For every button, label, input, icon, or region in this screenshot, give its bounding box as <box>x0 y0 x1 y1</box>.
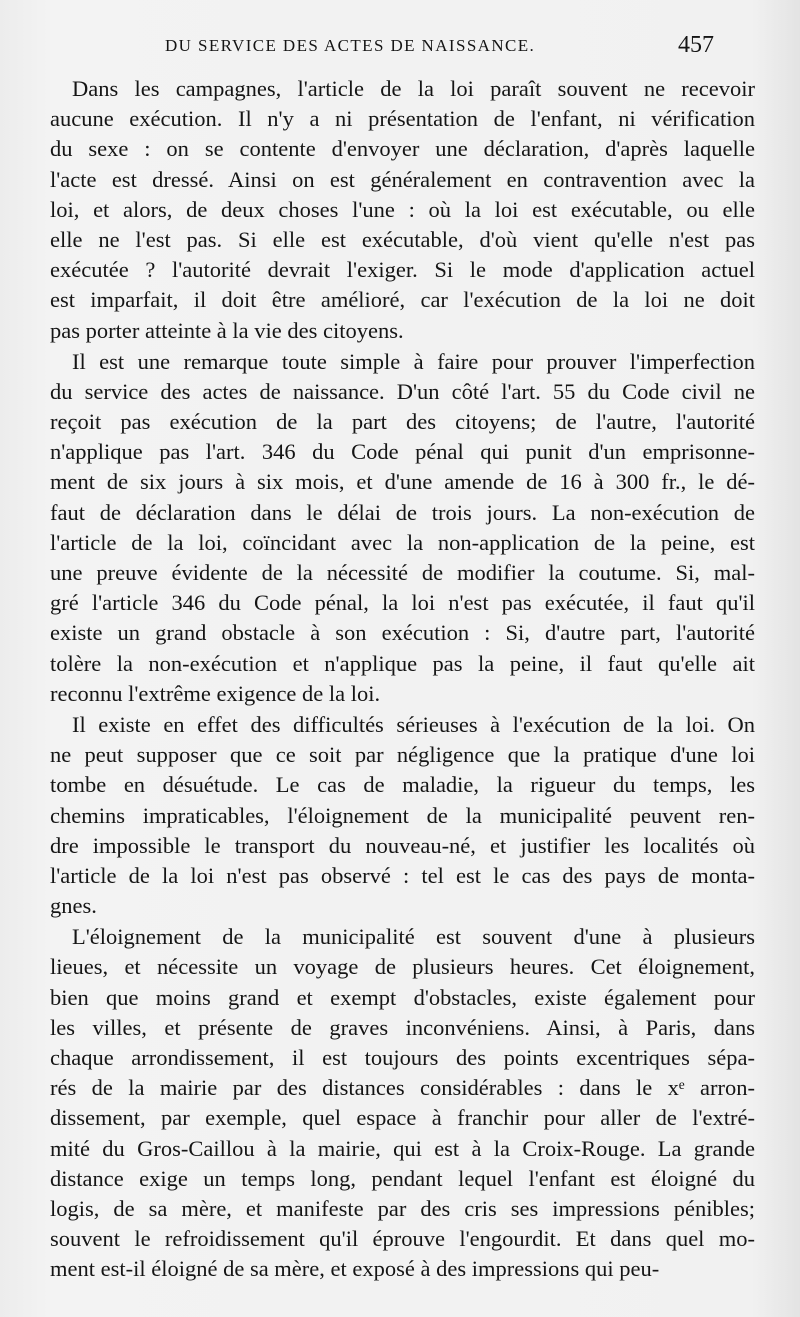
text-line: bien que moins grand et exempt d'obstacles, existe également pour <box>50 984 755 1010</box>
text-line: l'article de la loi n'est pas observé : tel est le cas des pays de monta- <box>50 862 755 888</box>
paragraph <box>50 710 755 921</box>
running-header <box>0 30 800 70</box>
text-line: l'acte est dressé. Ainsi on est généralement en contravention avec la <box>50 166 755 192</box>
text-line: Dans les campagnes, l'article de la loi paraît souvent ne recevoir <box>72 76 755 101</box>
text-line: chemins impraticables, l'éloignement de la municipalité peuvent ren- <box>50 802 755 828</box>
paragraph <box>50 922 755 1284</box>
paragraph <box>50 74 755 346</box>
text-line: est imparfait, il doit être amélioré, car l'exécution de la loi ne doit <box>50 287 755 313</box>
text-line: chaque arrondissement, il est toujours des points excentriques sépa- <box>50 1045 755 1070</box>
text-line: rés de la mairie par des distances considérables : dans le xᵉ arron- <box>50 1075 755 1101</box>
text-line: dissement, par exemple, quel espace à franchir pour aller de l'extré- <box>50 1105 755 1131</box>
text-line: lieues, et nécessite un voyage de plusieurs heures. Cet éloignement, <box>50 954 755 980</box>
text-line: ment est-il éloigné de sa mère, et exposé à des impressions qui peu- <box>50 1256 660 1282</box>
text-line: existe un grand obstacle à son exécution : Si, d'autre part, l'autorité <box>50 620 755 646</box>
running-title: DU SERVICE DES ACTES DE NAISSANCE. <box>165 36 536 55</box>
paragraph <box>50 347 755 709</box>
text-line: mité du Gros-Caillou à la mairie, qui est à la Croix-Rouge. La grande <box>50 1135 755 1161</box>
text-line: exécutée ? l'autorité devrait l'exiger. Si le mode d'application actuel <box>50 257 755 283</box>
text-line: distance exige un temps long, pendant lequel l'enfant est éloigné du <box>50 1165 755 1191</box>
text-line: n'applique pas l'art. 346 du Code pénal qui punit d'un emprisonne- <box>50 439 755 465</box>
text-line: du sexe : on se contente d'envoyer une déclaration, d'après laquelle <box>50 136 755 162</box>
text-line: gnes. <box>50 893 97 919</box>
text-line: du service des actes de naissance. D'un côté l'art. 55 du Code civil ne <box>50 378 755 404</box>
text-line: ment de six jours à six mois, et d'une amende de 16 à 300 fr., le dé- <box>50 469 755 495</box>
text-line: les villes, et présente de graves inconvéniens. Ainsi, à Paris, dans <box>50 1014 755 1040</box>
text-line: tombe en désuétude. Le cas de maladie, la rigueur du temps, les <box>50 772 755 798</box>
text-line: aucune exécution. Il n'y a ni présentation de l'enfant, ni vérification <box>50 106 755 132</box>
text-line: l'article de la loi, coïncidant avec la non-application de la peine, est <box>50 529 755 555</box>
text-line: une preuve évidente de la nécessité de modifier la coutume. Si, mal- <box>50 560 755 585</box>
text-line: tolère la non-exécution et n'applique pas la peine, il faut qu'elle ait <box>50 650 755 676</box>
text-line: logis, de sa mère, et manifeste par des cris ses impressions pénibles; <box>50 1195 755 1221</box>
text-line: dre impossible le transport du nouveau-né, et justifier les localités où <box>50 832 755 858</box>
text-line: gré l'article 346 du Code pénal, la loi n'est pas exécutée, il faut qu'il <box>50 590 755 616</box>
text-line: loi, et alors, de deux choses l'une : où la loi est exécutable, ou elle <box>50 196 755 222</box>
text-line: reconnu l'extrême exigence de la loi. <box>50 680 381 706</box>
text-line: pas porter atteinte à la vie des citoyens. <box>50 317 404 343</box>
text-line: elle ne l'est pas. Si elle est exécutable, d'où vient qu'elle n'est pas <box>50 226 755 252</box>
text-line: faut de déclaration dans le délai de trois jours. La non-exécution de <box>50 499 755 525</box>
text-line: L'éloignement de la municipalité est souvent d'une à plusieurs <box>72 924 755 950</box>
text-line: Il est une remarque toute simple à faire pour prouver l'imperfection <box>72 348 755 374</box>
text-line: Il existe en effet des difficultés sérieuses à l'exécution de la loi. On <box>72 711 755 737</box>
text-line: ne peut supposer que ce soit par négligence que la pratique d'une loi <box>50 742 755 768</box>
page-number: 457 <box>678 32 714 58</box>
body-text <box>50 74 755 1285</box>
text-line: reçoit pas exécution de la part des citoyens; de l'autre, l'autorité <box>50 409 755 435</box>
text-line: souvent le refroidissement qu'il éprouve l'engourdit. Et dans quel mo- <box>50 1226 755 1252</box>
